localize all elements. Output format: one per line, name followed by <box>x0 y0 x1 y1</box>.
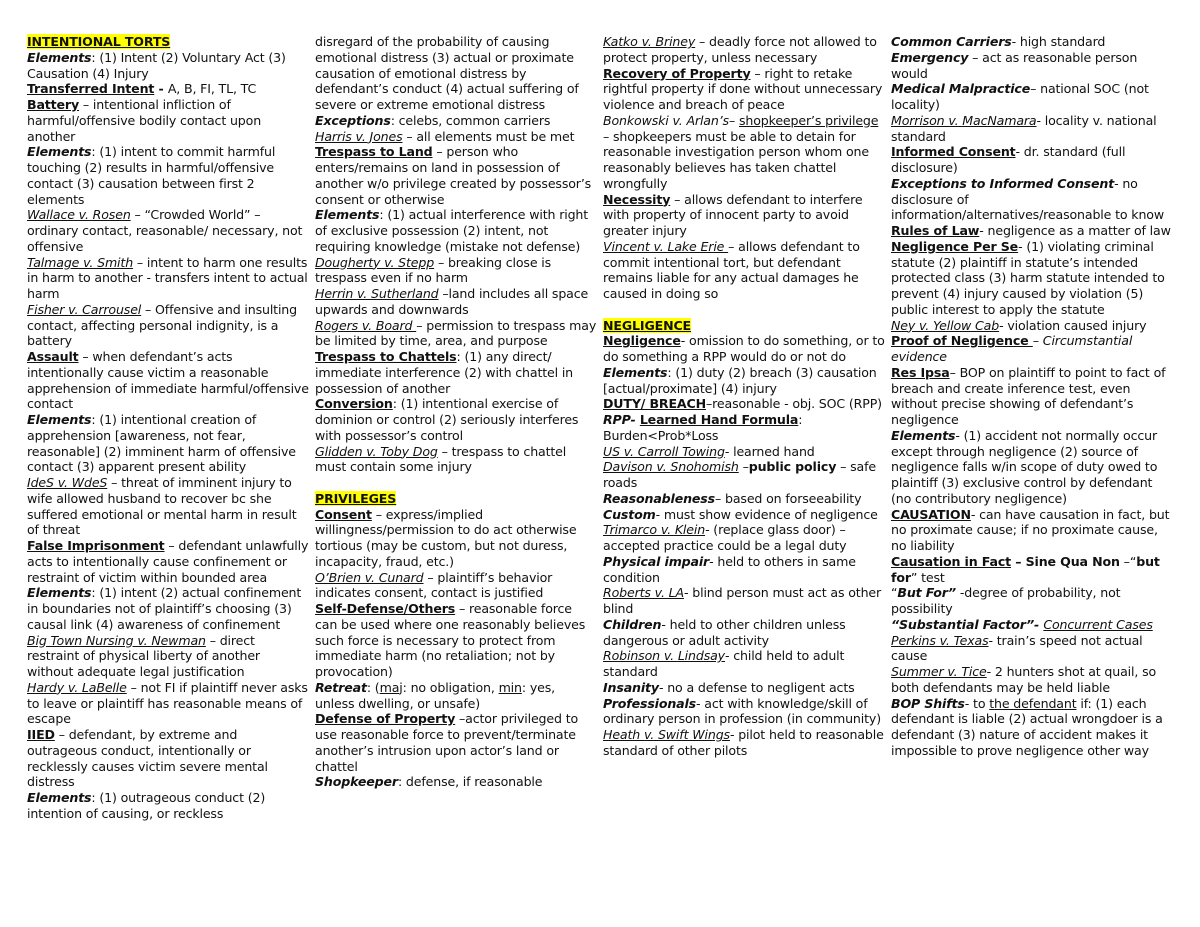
body-text: – permission to trespass may be limited by time, area, and purpose <box>315 317 597 349</box>
column-4 <box>891 34 1173 759</box>
outline-paragraph <box>891 585 1173 617</box>
outline-paragraph <box>891 81 1173 113</box>
outline-paragraph <box>603 491 885 507</box>
label: Common Carriers <box>891 34 1012 49</box>
underlined-text: min <box>498 679 522 695</box>
body-text: ” test <box>910 569 945 585</box>
body-text: –actor privileged to use reasonable force to prevent/terminate another’s intrusion upon actor’s land or chattel <box>315 711 579 774</box>
underlined-text: the defendant <box>989 695 1077 711</box>
label: Emergency <box>891 49 969 65</box>
outline-paragraph <box>891 633 1173 665</box>
outline-paragraph <box>27 727 309 790</box>
case-name: Summer v. Tice <box>891 664 987 679</box>
body-text: – <box>1032 333 1043 349</box>
body-text: – Offensive and insulting contact, affecting personal indignity, is a battery <box>27 301 297 349</box>
term: Trespass to Land <box>315 144 433 160</box>
outline-paragraph <box>603 617 885 649</box>
body-text: – “Crowded World” – ordinary contact, reasonable/ necessary, not offensive <box>27 207 303 254</box>
body-text: : (1) duty (2) breach (3) causation [actual/proximate] (4) injury <box>603 364 877 396</box>
outline-paragraph <box>315 396 597 443</box>
outline-paragraph <box>603 507 885 523</box>
term: Transferred Intent <box>27 81 155 97</box>
body-text: : (1) actual interference with right of exclusive possession (2) intent, not requiring knowledge (mistake not defense) <box>315 207 589 254</box>
case-name: Perkins v. Texas <box>891 632 989 648</box>
body-text: “ <box>891 585 898 601</box>
case-name: IdeS v. WdeS <box>27 475 108 490</box>
term: Negligence <box>603 333 681 349</box>
term: Recovery of Property <box>603 65 751 81</box>
body-text: – national SOC (not locality) <box>891 81 1149 112</box>
body-text: : (1) intent to commit harmful touching (2) results in harmful/offensive contact (3) causation between first 2 elements <box>27 144 276 207</box>
underlined-text: shopkeeper’s privilege <box>738 112 879 128</box>
outline-paragraph <box>603 365 885 397</box>
label: Reasonableness <box>603 490 715 506</box>
body-text: : (1) outrageous conduct (2) intention of causing, or reckless <box>27 790 266 821</box>
body-text: - negligence as a matter of law <box>979 223 1171 238</box>
body-text: : celebs, common carriers <box>390 112 551 128</box>
term: False Imprisonment <box>27 538 165 553</box>
body-text: - high standard <box>1011 34 1106 49</box>
term: Battery <box>27 97 80 112</box>
outline-paragraph <box>315 680 597 712</box>
outline-paragraph <box>27 790 309 822</box>
body-text: - can have causation in fact, but no proximate cause; if no proximate cause, no liability <box>891 506 1170 553</box>
outline-paragraph <box>603 444 885 460</box>
outline-paragraph <box>27 585 309 632</box>
label: Retreat <box>315 679 367 695</box>
outline-paragraph <box>603 648 885 680</box>
body-text: - act with knowledge/skill of ordinary person in profession (in community) <box>603 695 881 727</box>
body-text: : (1) intent (2) actual confinement in boundaries not of plaintiff’s choosing (3) causal link (4) awareness of confinement <box>27 585 302 632</box>
body-text: – shopkeepers must be able to detain for reasonable investigation person whom one reasonably believes has taken chattel wrongfully <box>603 128 869 191</box>
outline-paragraph <box>603 66 885 113</box>
outline-paragraph <box>27 412 309 475</box>
body-text: – direct restraint of physical liberty of another without adequate legal justification <box>27 632 260 679</box>
body-text: – trespass to chattel must contain some injury <box>315 443 567 475</box>
outline-paragraph <box>315 286 597 318</box>
outline-paragraph <box>315 349 597 396</box>
body-text: – breaking close is trespass even if no harm <box>315 254 552 286</box>
label: Elements <box>27 144 92 160</box>
body-text: – right to retake rightful property if done without unnecessary violence and breach of peace <box>603 65 883 112</box>
body-text: A, B, FI, TL, TC <box>167 81 257 97</box>
outline-paragraph <box>315 144 597 207</box>
label: Children <box>603 616 662 632</box>
body-text: : (1) intentional creation of apprehension [awareness, not fear, reasonable] (2) imminent harm of offensive contact (3) apparent present ability <box>27 412 296 475</box>
outline-paragraph <box>315 318 597 350</box>
case-name: Big Town Nursing v. Newman <box>27 632 206 648</box>
outline-paragraph <box>603 727 885 759</box>
outline-paragraph <box>891 617 1173 633</box>
outline-paragraph <box>891 428 1173 507</box>
outline-paragraph <box>27 475 309 538</box>
case-name: Herrin v. Sutherland <box>315 286 439 301</box>
body-text: - blind person must act as other blind <box>603 585 882 616</box>
body-text: - violation caused injury <box>999 317 1147 333</box>
term: Trespass to Chattels <box>315 349 457 364</box>
case-name: Wallace v. Rosen <box>27 207 131 223</box>
body-text: - 2 hunters shot at quail, so both defendants may be held liable <box>891 664 1157 695</box>
term: Negligence Per Se <box>891 238 1019 254</box>
label: Medical Malpractice <box>891 81 1031 97</box>
case-name: Harris v. Jones <box>315 128 403 144</box>
body-text: - pilot held to reasonable standard of other pilots <box>603 727 884 758</box>
outline-paragraph <box>315 207 597 254</box>
outline-paragraph <box>891 696 1173 759</box>
outline-paragraph <box>603 554 885 586</box>
column-2 <box>315 34 597 790</box>
outline-paragraph <box>603 396 885 412</box>
term: Learned Hand Formula <box>639 412 799 427</box>
case-name: Ney v. Yellow Cab <box>891 317 1000 333</box>
section-heading: NEGLIGENCE <box>603 317 692 333</box>
case-name: Talmage v. Smith <box>27 254 134 270</box>
label: “Substantial Factor”- <box>891 616 1044 632</box>
body-text: - held to other children unless dangerous or adult activity <box>603 616 846 648</box>
body-text: - no a defense to negligent acts <box>658 679 855 695</box>
body-text: - to <box>964 695 990 711</box>
body-text: - (1) violating criminal statute (2) plaintiff in statute’s intended protected class (3) harm statute intended to prevent (4) injury caused by violation (5) public interest to apply the statute <box>891 238 1165 317</box>
italic-text: Circumstantial evidence <box>891 333 1133 364</box>
body-text: - train’s speed not actual cause <box>891 632 1143 664</box>
term: Necessity <box>603 191 671 207</box>
label: Professionals <box>603 695 697 711</box>
case-name: Hardy v. LaBelle <box>27 679 127 695</box>
case-name: Robinson v. Lindsay <box>603 648 725 664</box>
outline-paragraph <box>27 144 309 207</box>
label: Elements <box>315 207 380 223</box>
body-text: - (1) accident not normally occur except through negligence (2) source of negligence falls w/in scope of duty owed to plaintiff (3) exclusive control by defendant (no contributory negligence) <box>891 427 1158 506</box>
outline-paragraph <box>891 507 1173 554</box>
case-name: Katko v. Briney <box>603 34 696 49</box>
outline-paragraph <box>891 365 1173 428</box>
term: Rules of Law <box>891 223 980 238</box>
outline-paragraph <box>603 412 885 444</box>
body-text: - (replace glass door) – accepted practice could be a legal duty <box>603 522 847 553</box>
body-text: - held to others in same condition <box>603 553 856 585</box>
body-text: : ( <box>366 679 380 695</box>
body-text: : (1) any direct/ immediate interference (2) with chattel in possession of another <box>315 349 574 396</box>
body-text: – deadly force not allowed to protect property, unless necessary <box>603 34 877 65</box>
body-text: – not FI if plaintiff never asks to leave or plaintiff has reasonable means of escape <box>27 679 308 727</box>
case-name: Davison v. Snohomish <box>603 459 739 475</box>
label: Custom <box>603 506 656 522</box>
outline-paragraph <box>315 507 597 570</box>
body-text: : yes, unless dwelling, or unsafe) <box>315 679 555 711</box>
outline-paragraph <box>315 113 597 129</box>
outline-paragraph <box>27 81 309 97</box>
outline-paragraph <box>603 318 885 334</box>
case-name: Concurrent Cases <box>1043 616 1153 632</box>
body-text: – allows defendant to interfere with property of innocent party to avoid greater injury <box>603 191 863 238</box>
case-name: O’Brien v. Cunard <box>315 569 424 585</box>
body-text: - learned hand <box>724 443 815 459</box>
outline-paragraph <box>27 255 309 302</box>
term: Conversion <box>315 396 393 412</box>
outline-paragraph <box>891 664 1173 696</box>
body-text: disregard of the probability of causing emotional distress (3) actual or proximate causation of emotional distress by defendant’s conduct (4) actual suffering of severe or extreme emotional distress <box>315 34 579 112</box>
case-name: Vincent v. Lake Erie <box>603 238 729 254</box>
outline-paragraph <box>315 774 597 790</box>
term: Defense of Property <box>315 711 456 727</box>
body-text: – <box>728 112 739 128</box>
term: Assault <box>27 349 79 364</box>
body-text: – reasonable force can be used where one reasonably believes such force is necessary to protect from immediate harm (no retaliation; not by provocation) <box>315 601 586 679</box>
italic-text: Bonkowski v. Arlan’s <box>603 112 729 128</box>
label: But For” <box>897 585 956 601</box>
body-text: – allows defendant to commit intentional tort, but defendant remains liable for any actual damages he caused in doing so <box>603 238 860 301</box>
underlined-text: maj <box>379 679 403 695</box>
outline-paragraph <box>27 680 309 727</box>
outline-paragraph <box>603 522 885 554</box>
outline-paragraph <box>315 711 597 774</box>
body-text: – when defendant’s acts intentionally cause victim a reasonable apprehension of immediate harmful/offensive contact <box>27 349 309 412</box>
body-text: : (1) intentional exercise of dominion or control (2) seriously interferes with possessor’s control <box>315 396 579 443</box>
term: DUTY/ BREACH <box>603 396 707 412</box>
label: Elements <box>891 427 956 443</box>
term: CAUSATION <box>891 506 971 522</box>
body-text: –“ <box>1119 553 1137 569</box>
blank-line <box>315 475 597 491</box>
outline-paragraph <box>315 255 597 287</box>
outline-paragraph <box>603 680 885 696</box>
label: Elements <box>27 585 92 601</box>
outline-paragraph <box>27 34 309 50</box>
body-text: – intent to harm one results in harm to another - transfers intent to actual harm <box>27 254 308 301</box>
outline-paragraph <box>27 349 309 412</box>
body-text: - no disclosure of information/alternatives/reasonable to know <box>891 175 1164 223</box>
outline-paragraph <box>27 50 309 82</box>
case-name: Dougherty v. Stepp <box>315 254 435 270</box>
outline-paragraph <box>891 50 1173 82</box>
term: Causation in Fact <box>891 553 1012 569</box>
emphasis: but for <box>891 553 1160 585</box>
term: Res Ipsa <box>891 364 950 380</box>
case-name: Trimarco v. Klein <box>603 522 706 538</box>
emphasis: public policy <box>748 459 837 475</box>
outline-paragraph <box>603 239 885 302</box>
outline-paragraph <box>891 176 1173 223</box>
label: RPP- <box>603 412 640 427</box>
label: BOP Shifts <box>891 695 965 711</box>
label: Elements <box>27 790 92 805</box>
outline-paragraph <box>603 459 885 491</box>
body-text: – defendant unlawfully acts to intentionally cause confinement or restraint of victim within bounded area <box>27 538 309 585</box>
label: Exceptions <box>315 112 391 128</box>
body-text: - locality v. national standard <box>891 112 1157 144</box>
body-text: – defendant, by extreme and outrageous conduct, intentionally or recklessly causes victim severe mental distress <box>27 727 268 790</box>
body-text: : (1) Intent (2) Voluntary Act (3) Causation (4) Injury <box>27 49 286 81</box>
body-text: - child held to adult standard <box>603 648 845 679</box>
body-text: – person who enters/remains on land in possession of another w/o privilege created by possessor’s consent or otherwise <box>315 144 592 207</box>
outline-paragraph <box>603 333 885 365</box>
outline-paragraph <box>891 144 1173 176</box>
label: Elements <box>27 412 92 427</box>
body-text: – plaintiff’s behavior indicates consent, contact is justified <box>315 569 553 601</box>
section-heading: INTENTIONAL TORTS <box>27 34 171 49</box>
case-name: Heath v. Swift Wings <box>603 727 730 742</box>
outline-paragraph <box>891 554 1173 586</box>
outline-paragraph <box>315 601 597 680</box>
label: Exceptions to Informed Consent <box>891 175 1115 191</box>
case-name: Fisher v. Carrousel <box>27 301 142 317</box>
outline-paragraph <box>27 97 309 144</box>
body-text: –reasonable - obj. SOC (RPP) <box>706 396 882 412</box>
label: Physical impair <box>603 553 710 569</box>
outline-paragraph <box>891 239 1173 318</box>
outline-paragraph <box>27 538 309 585</box>
column-3 <box>603 34 885 759</box>
outline-paragraph <box>891 318 1173 334</box>
label: Elements <box>27 49 92 65</box>
body-text: – <box>738 459 749 475</box>
body-text: : defense, if reasonable <box>397 774 543 790</box>
outline-paragraph <box>27 633 309 680</box>
outline-paragraph <box>603 192 885 239</box>
body-text: if: (1) each defendant is liable (2) actual wrongdoer is a defendant (3) nature of accident makes it impossible to prove negligence other way <box>891 695 1163 758</box>
outline-paragraph <box>315 444 597 476</box>
outline-paragraph <box>603 696 885 728</box>
outline-paragraph <box>891 113 1173 145</box>
body-text: - omission to do something, or to do something a RPP would do or not do <box>603 333 885 364</box>
term: Self-Defense/Others <box>315 601 456 616</box>
body-text: – intentional infliction of harmful/offensive bodily contact upon another <box>27 97 262 144</box>
body-text: - dr. standard (full disclosure) <box>891 144 1126 175</box>
body-text: -degree of probability, not possibility <box>891 585 1121 616</box>
emphasis: - <box>154 81 168 97</box>
body-text: : no obligation, <box>402 679 499 695</box>
body-text: – based on forseeability <box>715 490 862 506</box>
body-text: – express/implied willingness/permission to do act otherwise tortious (may be custom, but not duress, incapacity, fraud, etc.) <box>315 506 577 569</box>
body-text: – act as reasonable person would <box>891 49 1138 81</box>
label: Elements <box>603 364 668 380</box>
outline-paragraph <box>603 34 885 66</box>
outline-paragraph <box>891 333 1173 365</box>
outline-paragraph <box>891 34 1173 50</box>
label: Insanity <box>603 679 659 695</box>
outline-paragraph <box>27 302 309 349</box>
section-heading: PRIVILEGES <box>315 490 397 506</box>
outline-paragraph <box>315 491 597 507</box>
outline-paragraph <box>891 223 1173 239</box>
body-text: - must show evidence of negligence <box>655 506 878 522</box>
outline-paragraph <box>315 129 597 145</box>
term: Informed Consent <box>891 144 1016 160</box>
term: Consent <box>315 506 372 522</box>
outline-paragraph <box>315 570 597 602</box>
label: Shopkeeper <box>315 774 398 790</box>
case-name: Roberts v. LA <box>603 585 684 601</box>
term: IIED <box>27 727 55 742</box>
body-text: – safe roads <box>603 459 876 490</box>
outline-paragraph <box>603 113 885 192</box>
case-name: US v. Carroll Towing <box>603 443 725 459</box>
case-name: Rogers v. Board <box>315 317 417 333</box>
body-text: –land includes all space upwards and downwards <box>315 286 589 317</box>
case-name: Glidden v. Toby Dog <box>315 443 438 459</box>
column-1 <box>27 34 309 822</box>
body-text: – all elements must be met <box>402 128 575 144</box>
emphasis: – Sine Qua Non <box>1011 553 1120 569</box>
blank-line <box>603 302 885 318</box>
term: Proof of Negligence <box>891 333 1033 349</box>
outline-paragraph <box>27 207 309 254</box>
body-text: : Burden<Prob*Loss <box>603 412 803 443</box>
body-text: – threat of imminent injury to wife allowed husband to recover bc she suffered emotional or mental harm in result of threat <box>27 475 297 538</box>
case-name: Morrison v. MacNamara <box>891 112 1037 128</box>
outline-paragraph <box>603 585 885 617</box>
outline-paragraph <box>315 34 597 113</box>
body-text: – BOP on plaintiff to point to fact of breach and create inference test, even without precise showing of defendant’s negligence <box>891 364 1166 427</box>
